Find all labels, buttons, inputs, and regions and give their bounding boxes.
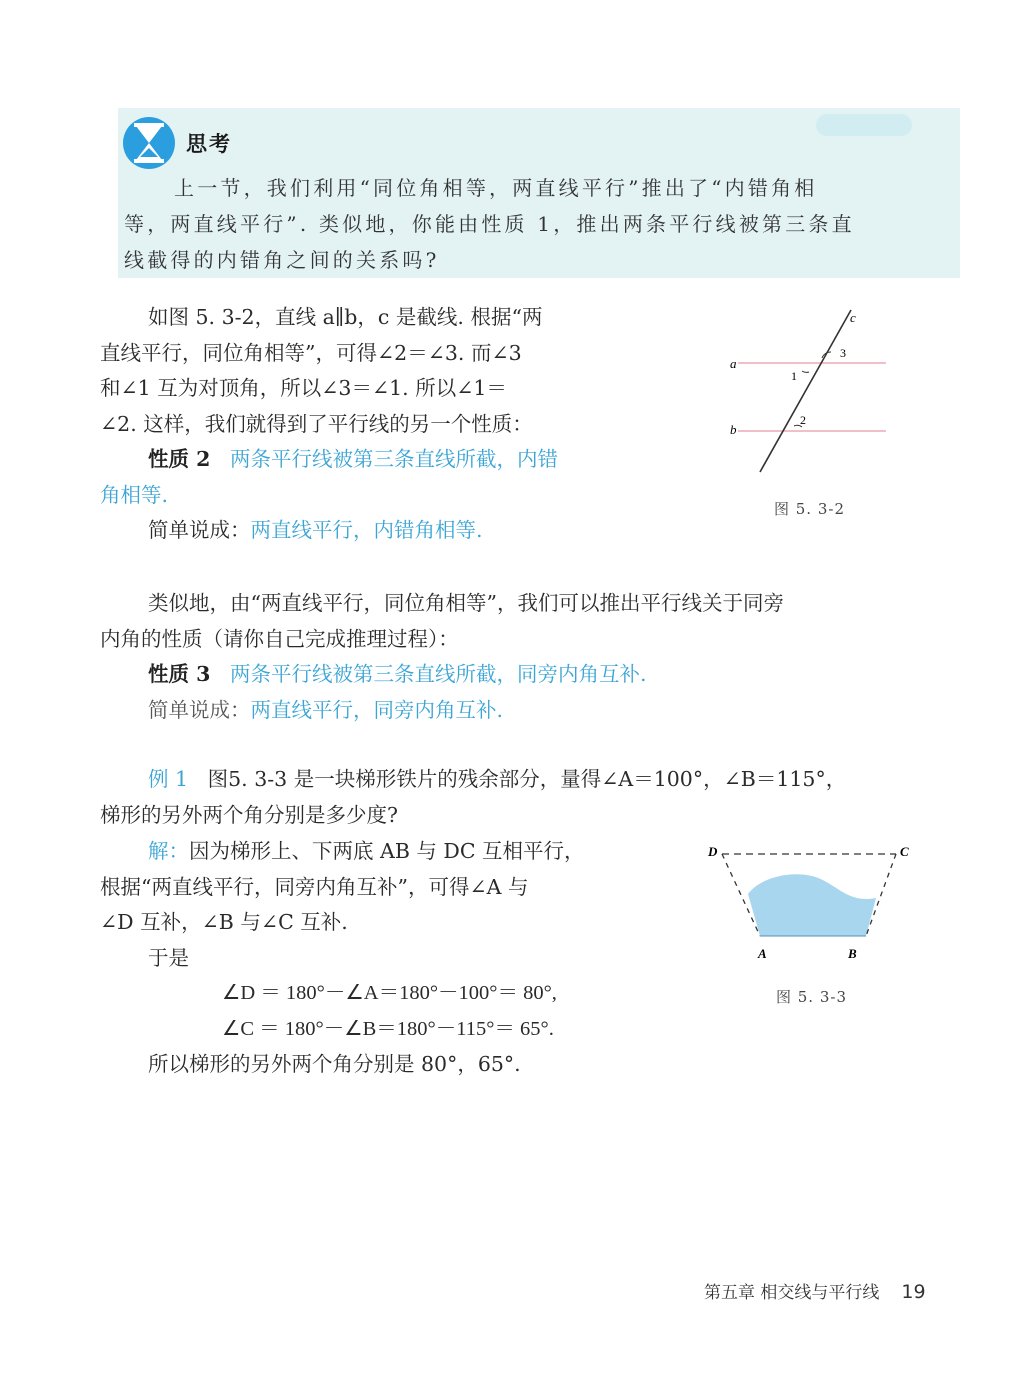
solution-label: 解： [148, 839, 189, 863]
example-line-1 [100, 762, 980, 798]
para1-line-1: 如图 5. 3-2，直线 a∥b，c 是截线. 根据“两 [148, 305, 543, 329]
figure-2-caption: 图 5. 3-3 [776, 988, 848, 1006]
label-b: b [730, 422, 737, 437]
property-3-label: 性质 3 [148, 662, 211, 686]
solution-line-1 [100, 834, 670, 870]
property-3-line [100, 657, 980, 693]
label-d: D [708, 844, 718, 859]
property-3-simple [100, 693, 980, 729]
solution-line-4: 于是 [148, 945, 189, 970]
footer-chapter: 第五章 相交线与平行线 [704, 1283, 880, 1303]
example-line-2: 梯形的另外两个角分别是多少度? [100, 802, 398, 827]
equation-d: ∠D ＝ 180°－∠A＝180°－100°＝ 80°, [222, 982, 557, 1004]
label-c-vertex: C [900, 844, 909, 859]
property-2-simple-text: 两直线平行，内错角相等. [250, 518, 483, 542]
property-3-simple-prefix: 简单说成： [148, 697, 251, 722]
page-footer [704, 1278, 926, 1303]
solution-line-3: ∠D 互补，∠B 与∠C 互补. [100, 910, 348, 934]
para1-line-2: 直线平行，同位角相等”，可得∠2＝∠3. 而∠3 [100, 340, 522, 365]
solution-conclusion: 所以梯形的另外两个角分别是 80°，65°. [148, 1052, 521, 1076]
solution [100, 834, 670, 1083]
hourglass-icon [122, 116, 176, 170]
page-number: 19 [901, 1281, 926, 1303]
think-line-3: 线截得的内错角之间的关系吗? [124, 248, 440, 272]
example-1 [100, 762, 980, 833]
think-decor-pill [816, 114, 912, 136]
para1-line-3: 和∠1 互为对顶角，所以∠3＝∠1. 所以∠1＝ [100, 376, 507, 400]
water-shape [748, 874, 876, 936]
line-cb-dashed [866, 854, 896, 936]
label-a: a [730, 356, 737, 371]
label-c: c [850, 310, 856, 325]
property-2-simple [100, 513, 660, 549]
example-label: 例 1 [148, 767, 189, 791]
example-text-1: 图5. 3-3 是一块梯形铁片的残余部分，量得∠A＝100°，∠B＝115°， [207, 767, 847, 791]
label-b-vertex: B [848, 946, 857, 961]
figure-trapezoid [700, 836, 930, 966]
paragraph-2 [100, 586, 980, 728]
paragraph-1 [100, 300, 660, 549]
angle-1-arc [802, 371, 809, 372]
figure-1-caption: 图 5. 3-2 [774, 500, 846, 518]
property-2-simple-prefix: 简单说成： [148, 518, 251, 542]
para2-line-1: 类似地，由“两直线平行，同位角相等”，我们可以推出平行线关于同旁 [148, 591, 784, 615]
property-2-line-1 [100, 442, 660, 478]
label-angle-3: 3 [840, 346, 846, 360]
think-line-2: 等，两直线平行”. 类似地，你能由性质 1，推出两条平行线被第三条直 [124, 212, 855, 236]
para2-line-2: 内角的性质（请你自己完成推理过程）： [100, 626, 459, 651]
line-c [760, 310, 851, 472]
equation-c: ∠C ＝ 180°－∠B＝180°－115°＝ 65°. [222, 1017, 554, 1040]
property-3-text: 两条平行线被第三条直线所截，同旁内角互补. [229, 662, 647, 686]
think-title: 思考 [186, 132, 232, 156]
property-3-simple-text: 两直线平行，同旁内角互补. [250, 697, 504, 722]
think-line-1: 上一节，我们利用“同位角相等，两直线平行”推出了“内错角相 [174, 176, 818, 200]
para1-line-4: ∠2. 这样，我们就得到了平行线的另一个性质： [100, 411, 533, 436]
figure-parallel-lines [720, 300, 900, 490]
label-a-vertex: A [758, 946, 767, 961]
think-text [124, 170, 944, 278]
solution-line-2: 根据“两直线平行，同旁内角互补”，可得∠A 与 [100, 874, 529, 899]
label-angle-2: 2 [800, 413, 806, 427]
solution-text-1: 因为梯形上、下两底 AB 与 DC 互相平行， [189, 839, 585, 863]
label-angle-1: 1 [791, 369, 797, 383]
property-2-line-2: 角相等. [100, 482, 169, 507]
property-2-text: 两条平行线被第三条直线所截，内错 [229, 447, 558, 471]
property-2-label: 性质 2 [148, 447, 211, 471]
